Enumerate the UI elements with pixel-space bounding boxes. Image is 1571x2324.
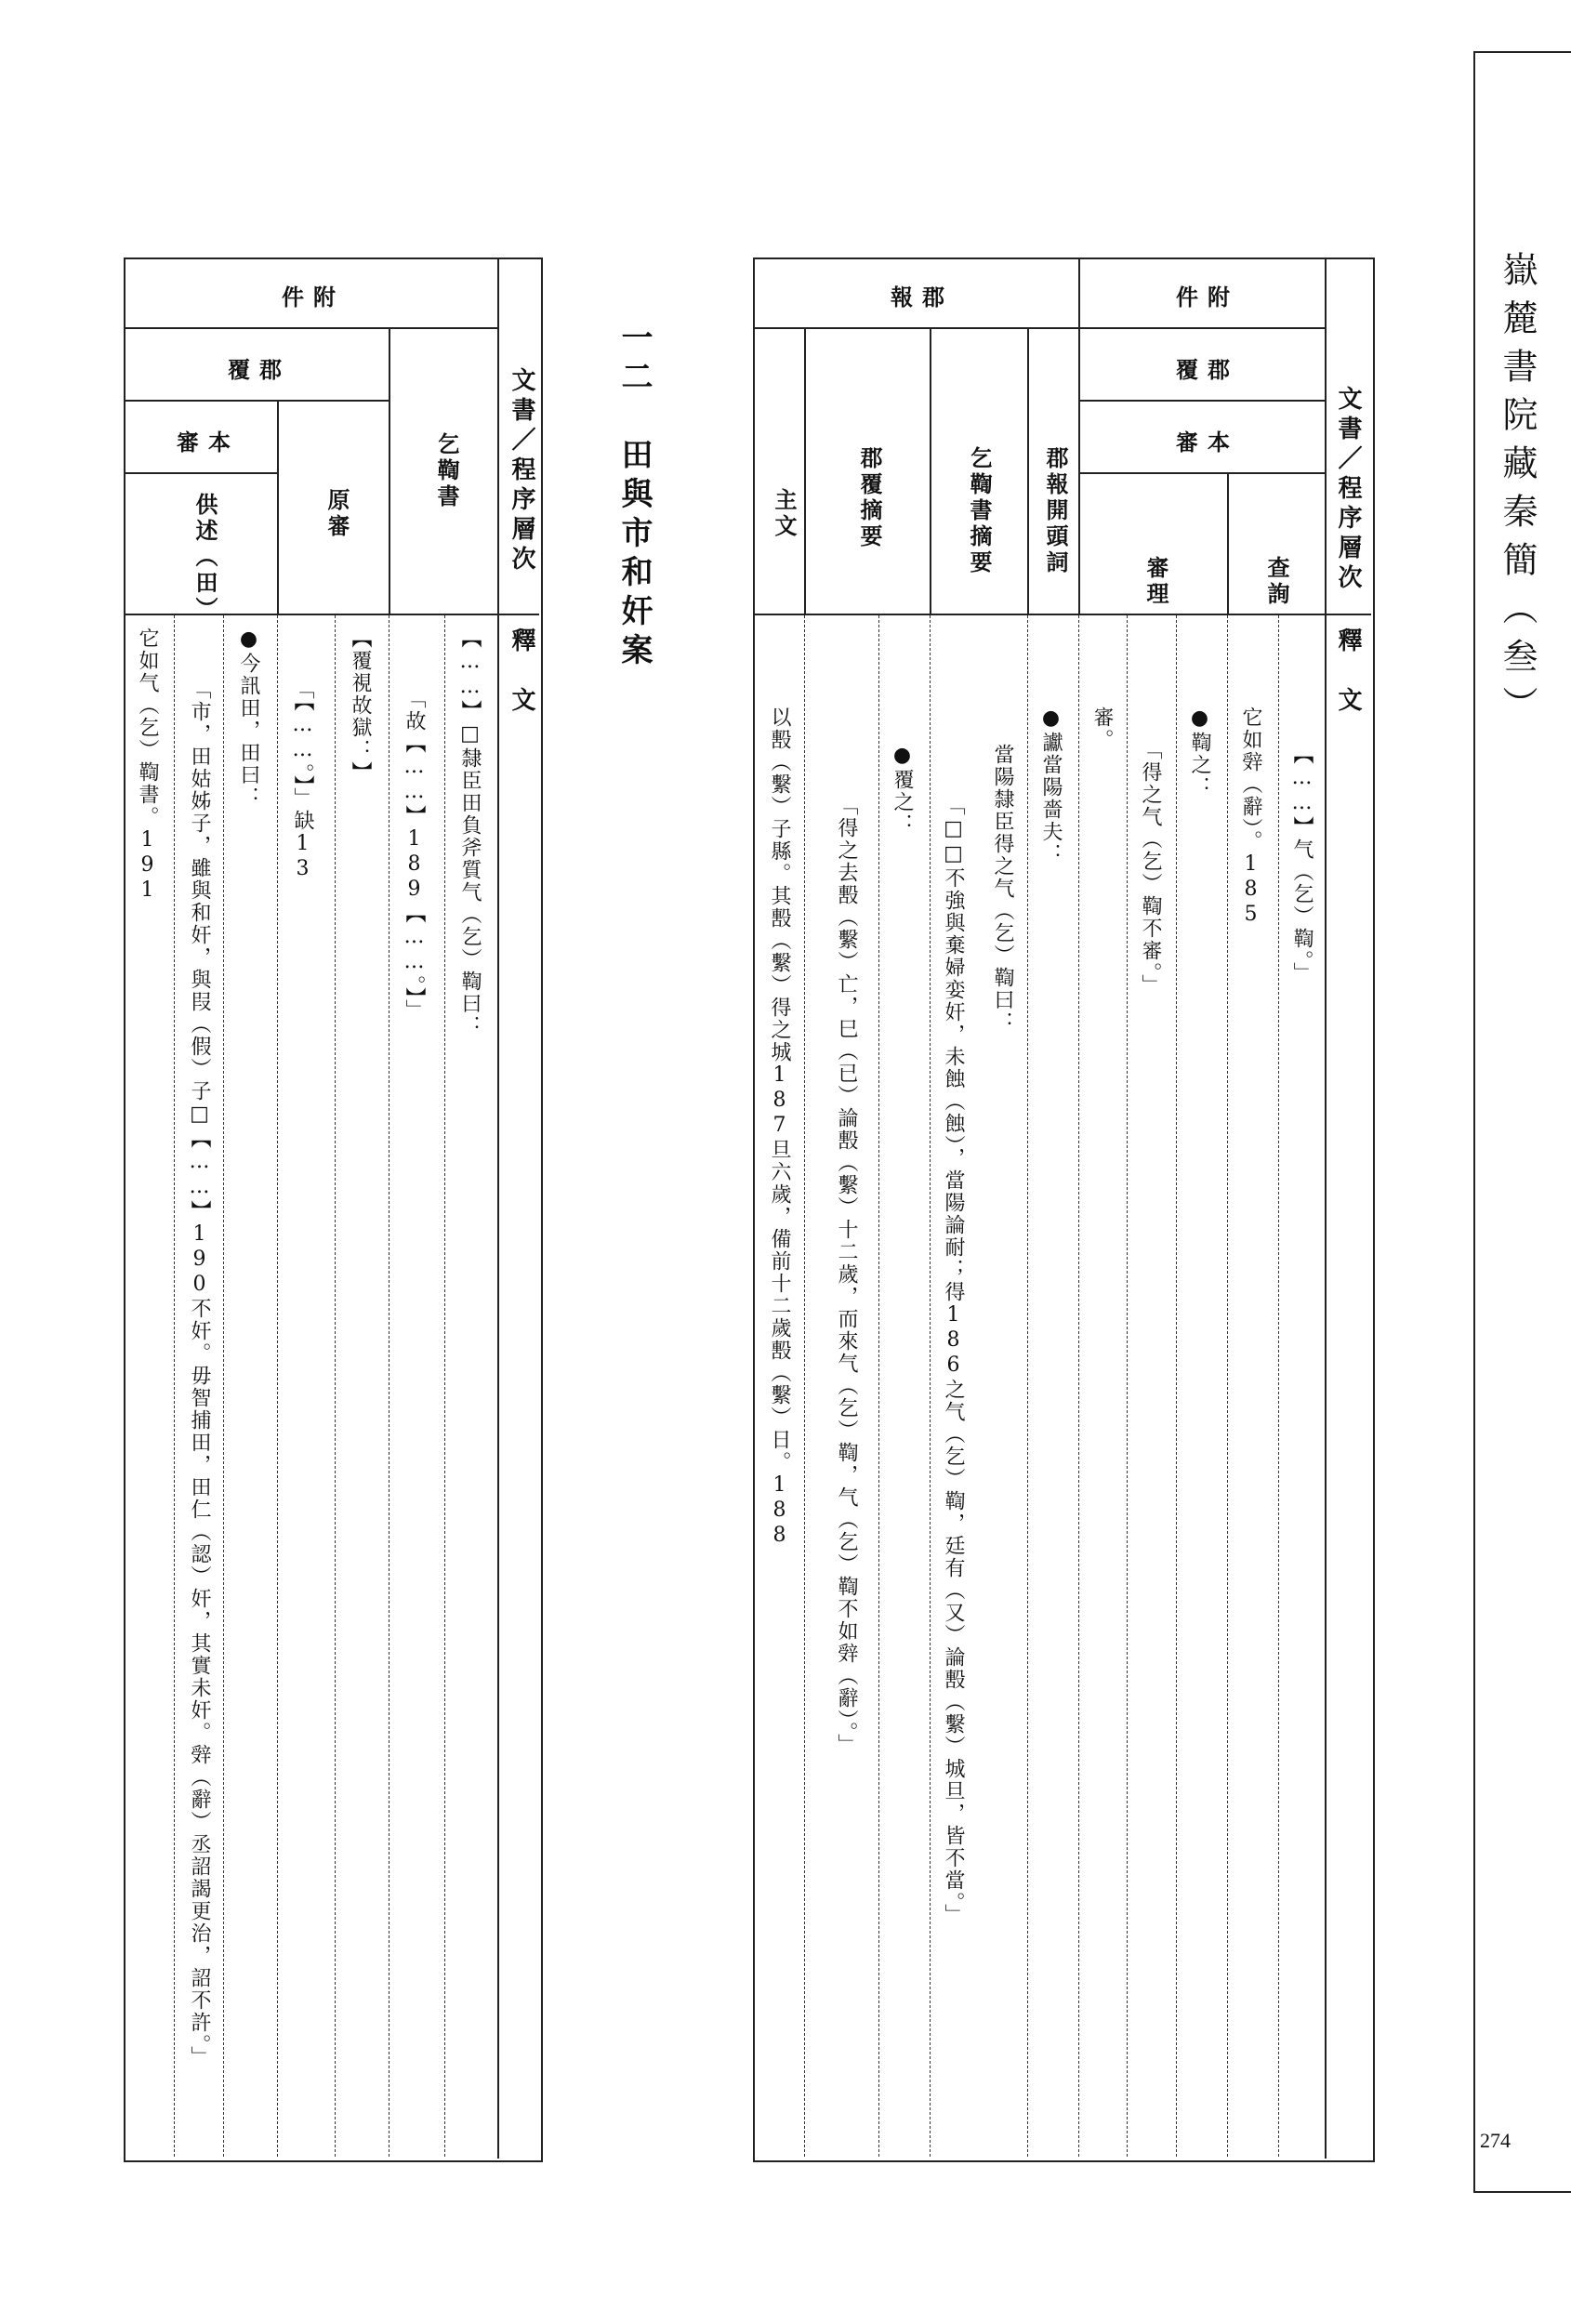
case-title: 一二 田與市和奸案 [615,321,653,672]
row-report-opening: ●讞當陽嗇夫： [1039,706,1063,865]
row-inquiry-1: 【……】气（乞）鞫。」 [1290,744,1314,984]
row-trial: 審。 [1090,706,1114,751]
row-testimony-1: ●今訊田，田曰： [237,627,260,809]
label-appeal-doc: 乞鞫書 [433,432,460,510]
subgroup-review-2: 審本 [177,429,240,456]
label-report-opening: 郡報開頭詞 [1042,446,1069,576]
row-main-text: 以毄（繫）子縣。其毄（繫）得之城187旦六歲，備前十二歲毄（繫）日。188 [768,706,791,1549]
row-testimony-2: 「市，田姑姊子，雖與和奸，與叚（假）子□【……】190不奸。毋智捕田，田仁（認）奸，其實未奸。辤（辭）丞詔謁更治，詔不許。」 [188,679,211,2068]
book-title: 嶽麓書院藏秦簡（叁） [1497,251,1538,734]
column-header-text: 釋 文 [1334,627,1362,717]
row-testimony-3: 它如气（乞）鞫書。191 [136,627,159,904]
label-appeal-summary: 乞鞫書摘要 [966,446,993,576]
group-attachment: 件附 [1176,284,1239,310]
row-verdict-1: ●鞫之： [1188,706,1211,799]
row-review-2: 「得之去毄（繫）亡，巳（已）論毄（繫）十二歲，而來气（乞）鞫，气（乞）鞫不如辤（辭）。」 [835,795,858,1756]
row-verdict-2: 「得之气（乞）鞫不審。」 [1139,739,1162,997]
row-original-trial-1: 【覆視故獄：】 [349,627,372,784]
row-appeal-doc-2: 「故【……】189【……。】」 [403,688,426,1022]
label-inquiry: 查詢 [1263,556,1290,608]
subgroup-reply-commandery-2: 覆郡 [228,356,291,383]
row-original-trial-2: 「【……。】」缺13 [291,679,314,882]
label-trial: 審理 [1142,556,1169,608]
row-appeal-1: 當陽隸臣得之气（乞）鞫曰： [991,744,1014,1034]
subgroup-review: 審本 [1176,429,1239,456]
label-main-text: 主文 [771,488,798,540]
row-inquiry-2: 它如辤（辭）。185 [1239,706,1262,928]
label-testimony: 供述（田） [191,493,218,623]
label-review-summary: 郡覆摘要 [856,446,883,550]
column-header-doc-level-2: 文書／程序層次 [508,367,535,575]
row-appeal-doc-1: 【……】□隸臣田負斧質气（乞）鞫曰： [458,627,482,1037]
row-appeal-2: 「□□不強與棄婦娈奸，未蝕（蝕），當陽論耐；得186之气（乞）鞫，廷有（又）論毄（繫）城旦，皆不當。」 [942,795,965,1926]
column-header-text-2: 釋 文 [508,627,535,717]
row-review-1: ●覆之： [891,744,914,836]
group-report: 報郡 [891,284,954,310]
page-number: 274 [1480,2129,1511,2152]
label-original-trial: 原審 [323,488,350,540]
column-header-doc-level: 文書／程序層次 [1334,386,1362,594]
group-attachment-2: 件附 [282,284,345,310]
subgroup-reply-commandery: 覆郡 [1176,356,1239,383]
